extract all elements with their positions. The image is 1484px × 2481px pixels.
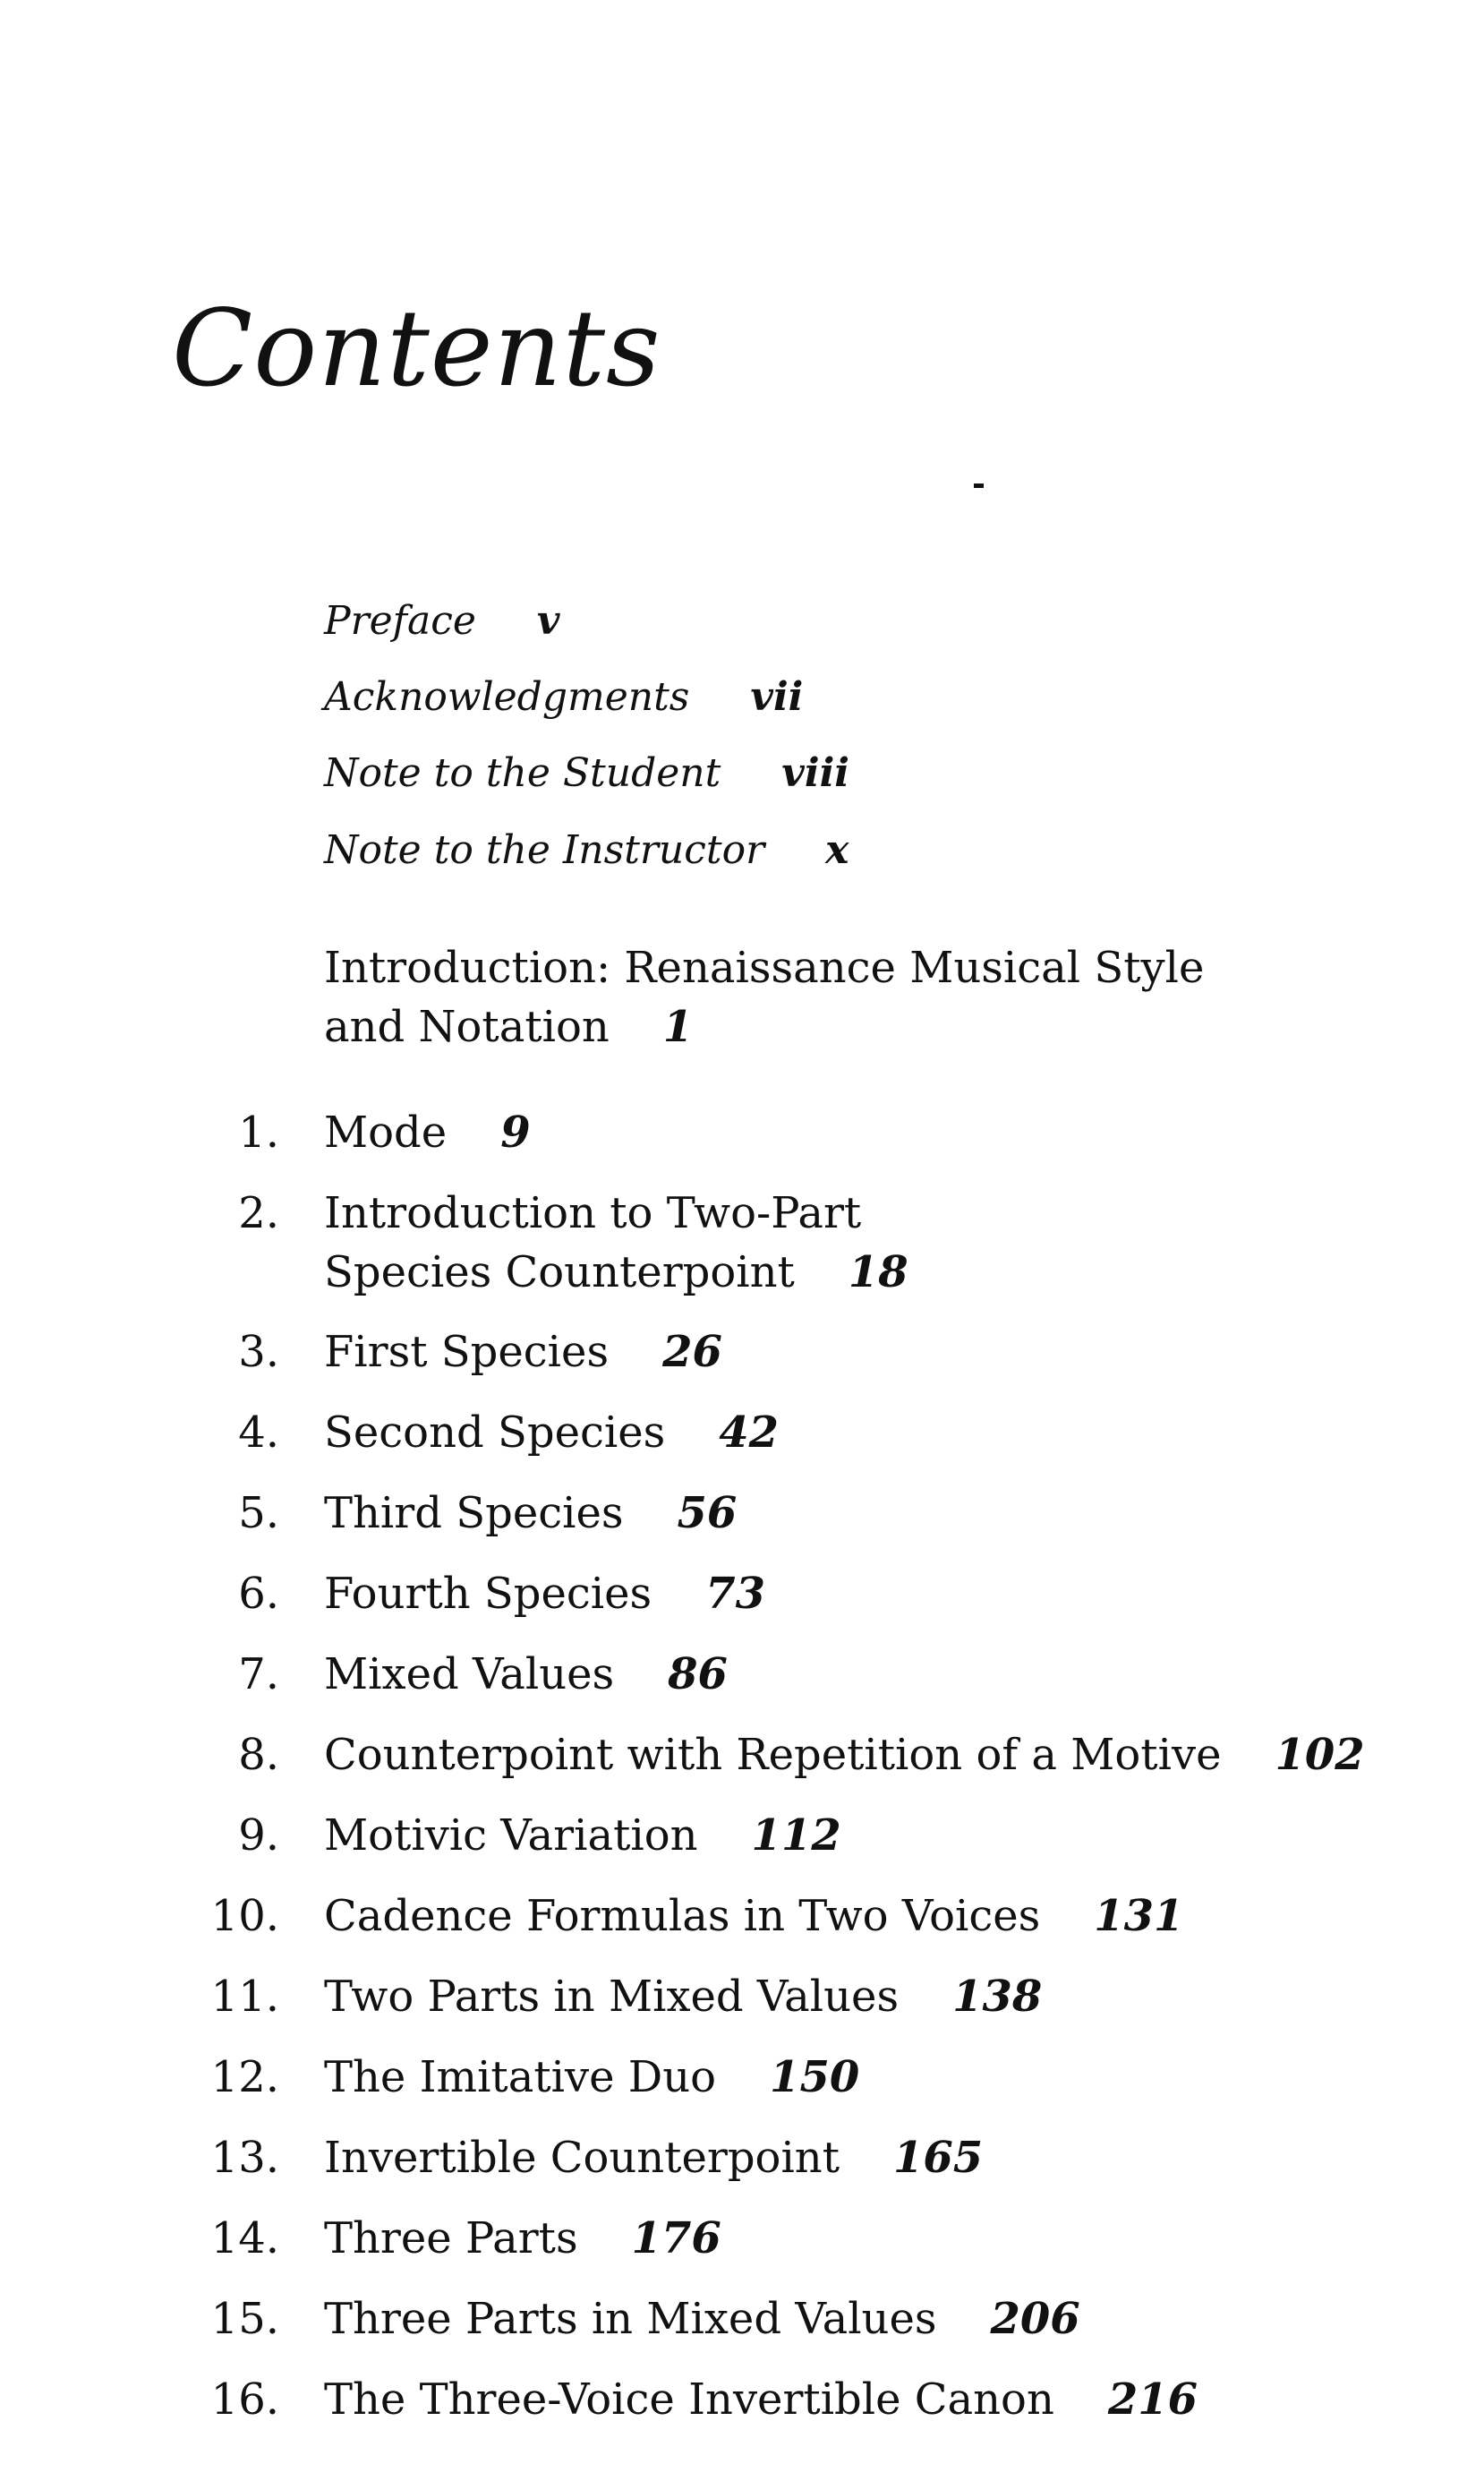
- toc-entry-introduction[interactable]: [324, 938, 1219, 1057]
- chapter-page: 150: [770, 2052, 860, 2102]
- toc-entry-label: Preface: [324, 598, 476, 644]
- chapter-page: 112: [751, 1810, 841, 1861]
- toc-entry-page: 1: [662, 1002, 694, 1052]
- chapter-page: 138: [952, 1972, 1043, 2022]
- chapter-page: 206: [990, 2294, 1080, 2344]
- chapter-title: Invertible Counterpoint: [324, 2133, 840, 2183]
- chapter-title: Introduction to Two-Part Species Counterpoint: [324, 1188, 862, 1297]
- chapter-number: 10.: [210, 1891, 279, 1941]
- chapter-title: Fourth Species: [324, 1569, 652, 1619]
- chapter-title: First Species: [324, 1327, 610, 1377]
- chapter-page: 42: [719, 1407, 780, 1458]
- chapter-page: 165: [893, 2133, 984, 2183]
- chapter-title: Third Species: [324, 1488, 624, 1538]
- chapter-page: 176: [631, 2213, 721, 2263]
- chapter-page: 9: [500, 1108, 531, 1158]
- page-title: Contents: [172, 287, 661, 410]
- chapter-number: 4.: [238, 1407, 279, 1458]
- stray-mark: [974, 483, 984, 488]
- chapter-title: Cadence Formulas in Two Voices: [324, 1891, 1041, 1941]
- chapter-number: 8.: [238, 1730, 279, 1780]
- chapter-number: 13.: [210, 2133, 279, 2183]
- chapter-number: 12.: [210, 2052, 279, 2102]
- chapter-title: Counterpoint with Repetition of a Motive: [324, 1730, 1222, 1780]
- toc-entry-label: Introduction: Renaissance Musical Style and Notation: [324, 943, 1205, 1052]
- chapter-number: 14.: [210, 2213, 279, 2263]
- chapter-number: 6.: [238, 1569, 279, 1619]
- toc-entry-label: Note to the Instructor: [324, 827, 765, 873]
- chapter-number: 2.: [238, 1188, 279, 1238]
- toc-entry-page: vii: [750, 674, 804, 720]
- chapter-page: 102: [1275, 1730, 1365, 1780]
- toc-entry-page: x: [825, 827, 849, 873]
- chapter-number: 3.: [238, 1327, 279, 1377]
- chapter-title: Mixed Values: [324, 1649, 615, 1699]
- toc-entry-acknowledgments[interactable]: [324, 674, 804, 720]
- chapter-title: Mode: [324, 1108, 448, 1158]
- chapter-page: 26: [662, 1327, 722, 1377]
- chapter-page: 131: [1094, 1891, 1184, 1941]
- toc-entry-page: viii: [781, 750, 850, 796]
- chapter-title: Three Parts: [324, 2213, 578, 2263]
- toc-entry-label: Note to the Student: [324, 750, 721, 796]
- chapter-number: 5.: [238, 1488, 279, 1538]
- chapter-number: 11.: [210, 1972, 279, 2022]
- toc-entry-preface[interactable]: [324, 598, 560, 644]
- toc-entry-note-to-instructor[interactable]: [324, 827, 849, 873]
- chapter-page: 86: [668, 1649, 728, 1699]
- toc-entry-page: v: [536, 598, 560, 644]
- chapter-page: 56: [677, 1488, 738, 1538]
- chapter-number: 1.: [238, 1108, 279, 1158]
- chapter-number: 7.: [238, 1649, 279, 1699]
- chapter-page: 18: [848, 1247, 908, 1297]
- toc-entry-label: Acknowledgments: [324, 674, 690, 720]
- chapter-number: 15.: [210, 2294, 279, 2344]
- chapter-title: Two Parts in Mixed Values: [324, 1972, 900, 2022]
- chapter-page: 73: [705, 1569, 765, 1619]
- chapter-page: 216: [1107, 2374, 1198, 2425]
- chapter-title: Motivic Variation: [324, 1810, 698, 1861]
- chapter-title: Second Species: [324, 1407, 666, 1458]
- chapter-title: The Imitative Duo: [324, 2052, 717, 2102]
- chapter-number: 16.: [210, 2374, 279, 2425]
- toc-entry-note-to-student[interactable]: [324, 750, 850, 796]
- chapter-number: 9.: [238, 1810, 279, 1861]
- chapter-title: The Three-Voice Invertible Canon: [324, 2374, 1054, 2425]
- chapter-title: Three Parts in Mixed Values: [324, 2294, 937, 2344]
